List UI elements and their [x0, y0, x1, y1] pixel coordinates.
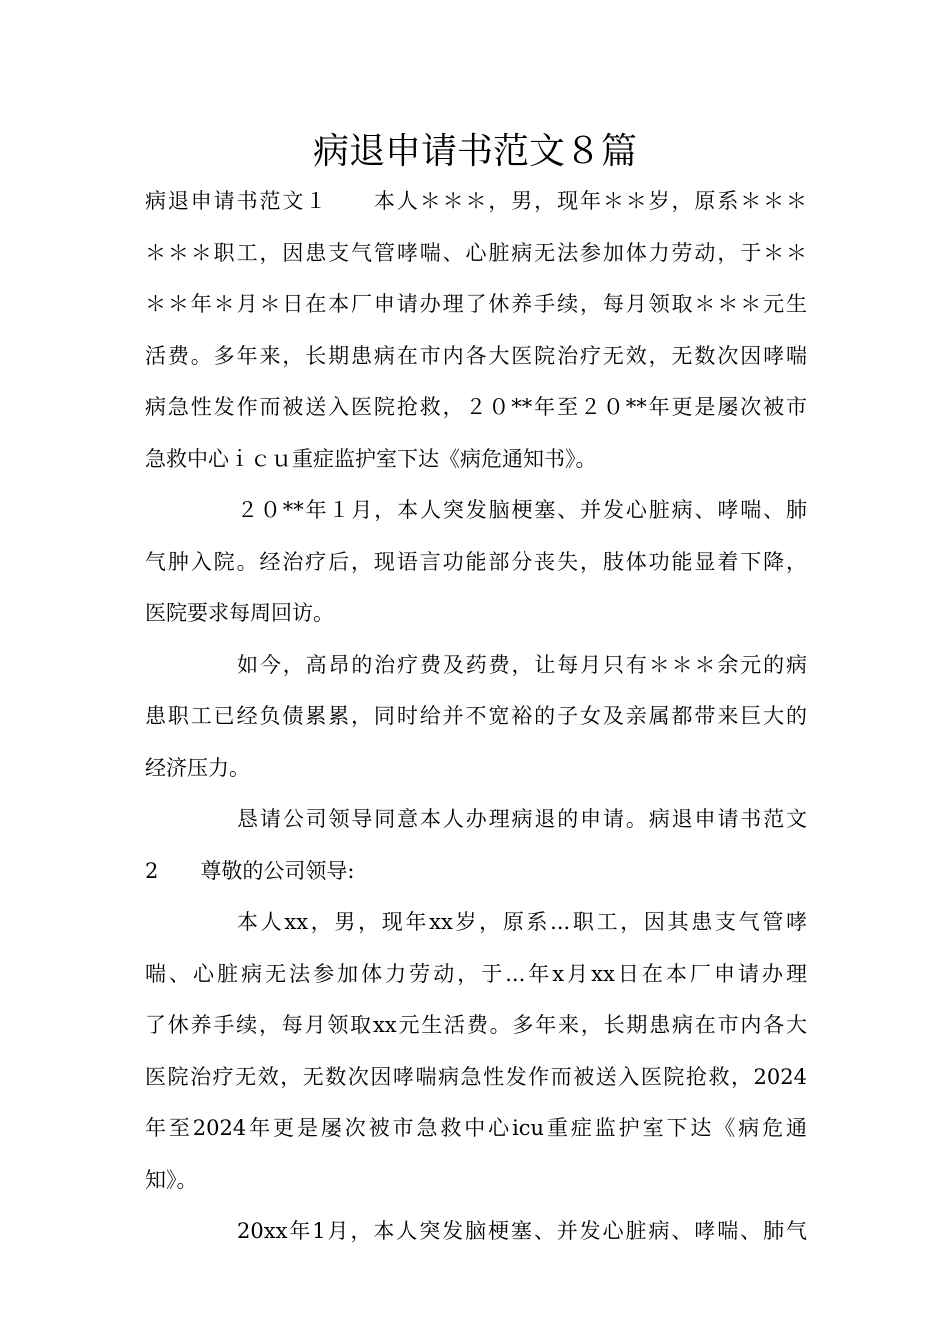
text-line: 2 尊敬的公司领导:: [145, 858, 355, 883]
text-line: 年至2024年更是屡次被市急救中心icu重症监护室下达《病危通: [145, 1116, 807, 1140]
text-line: 喘、心脏病无法参加体力劳动，于...年x月xx日在本厂申请办理: [145, 961, 807, 986]
document-title: 病退申请书范文８篇: [312, 131, 637, 172]
text-line: 20xx年1月，本人突发脑梗塞、并发心脏病、哮喘、肺气: [237, 1219, 807, 1243]
text-line: ＊＊＊职工，因患支气管哮喘、心脏病无法参加体力劳动，于＊＊: [145, 240, 807, 265]
text-line: 活费。多年来，长期患病在市内各大医院治疗无效，无数次因哮喘: [145, 343, 807, 368]
text-line: 恳请公司领导同意本人办理病退的申请。病退申请书范文: [237, 807, 807, 831]
text-line: 本人xx，男，现年xx岁，原系...职工，因其患支气管哮: [237, 910, 807, 934]
text-line: 经济压力。: [145, 755, 250, 780]
text-line: 如今，高昂的治疗费及药费，让每月只有＊＊＊余元的病: [237, 652, 807, 677]
text-line: 医院治疗无效，无数次因哮喘病急性发作而被送入医院抢救，2024: [145, 1064, 807, 1089]
text-line: 气肿入院。经治疗后，现语言功能部分丧失，肢体功能显着下降，: [145, 549, 807, 574]
text-line: 患职工已经负债累累，同时给并不宽裕的子女及亲属都带来巨大的: [145, 704, 807, 728]
text-line: 知》。: [145, 1167, 198, 1192]
text-line: ２０**年１月，本人突发脑梗塞、并发心脏病、哮喘、肺: [237, 498, 807, 522]
text-line: 了休养手续，每月领取xx元生活费。多年来，长期患病在市内各大: [145, 1013, 807, 1037]
text-line: 病急性发作而被送入医院抢救，２０**年至２０**年更是屡次被市: [145, 395, 807, 419]
text-line: 医院要求每周回访。: [145, 601, 334, 625]
document-body: [145, 176, 807, 1258]
text-line: 病退申请书范文１ 本人＊＊＊，男，现年＊＊岁，原系＊＊＊: [145, 189, 807, 213]
text-line: ＊＊年＊月＊日在本厂申请办理了休养手续，每月领取＊＊＊元生: [145, 292, 807, 316]
text-line: 急救中心ｉｃｕ重症监护室下达《病危通知书》。: [145, 446, 597, 471]
